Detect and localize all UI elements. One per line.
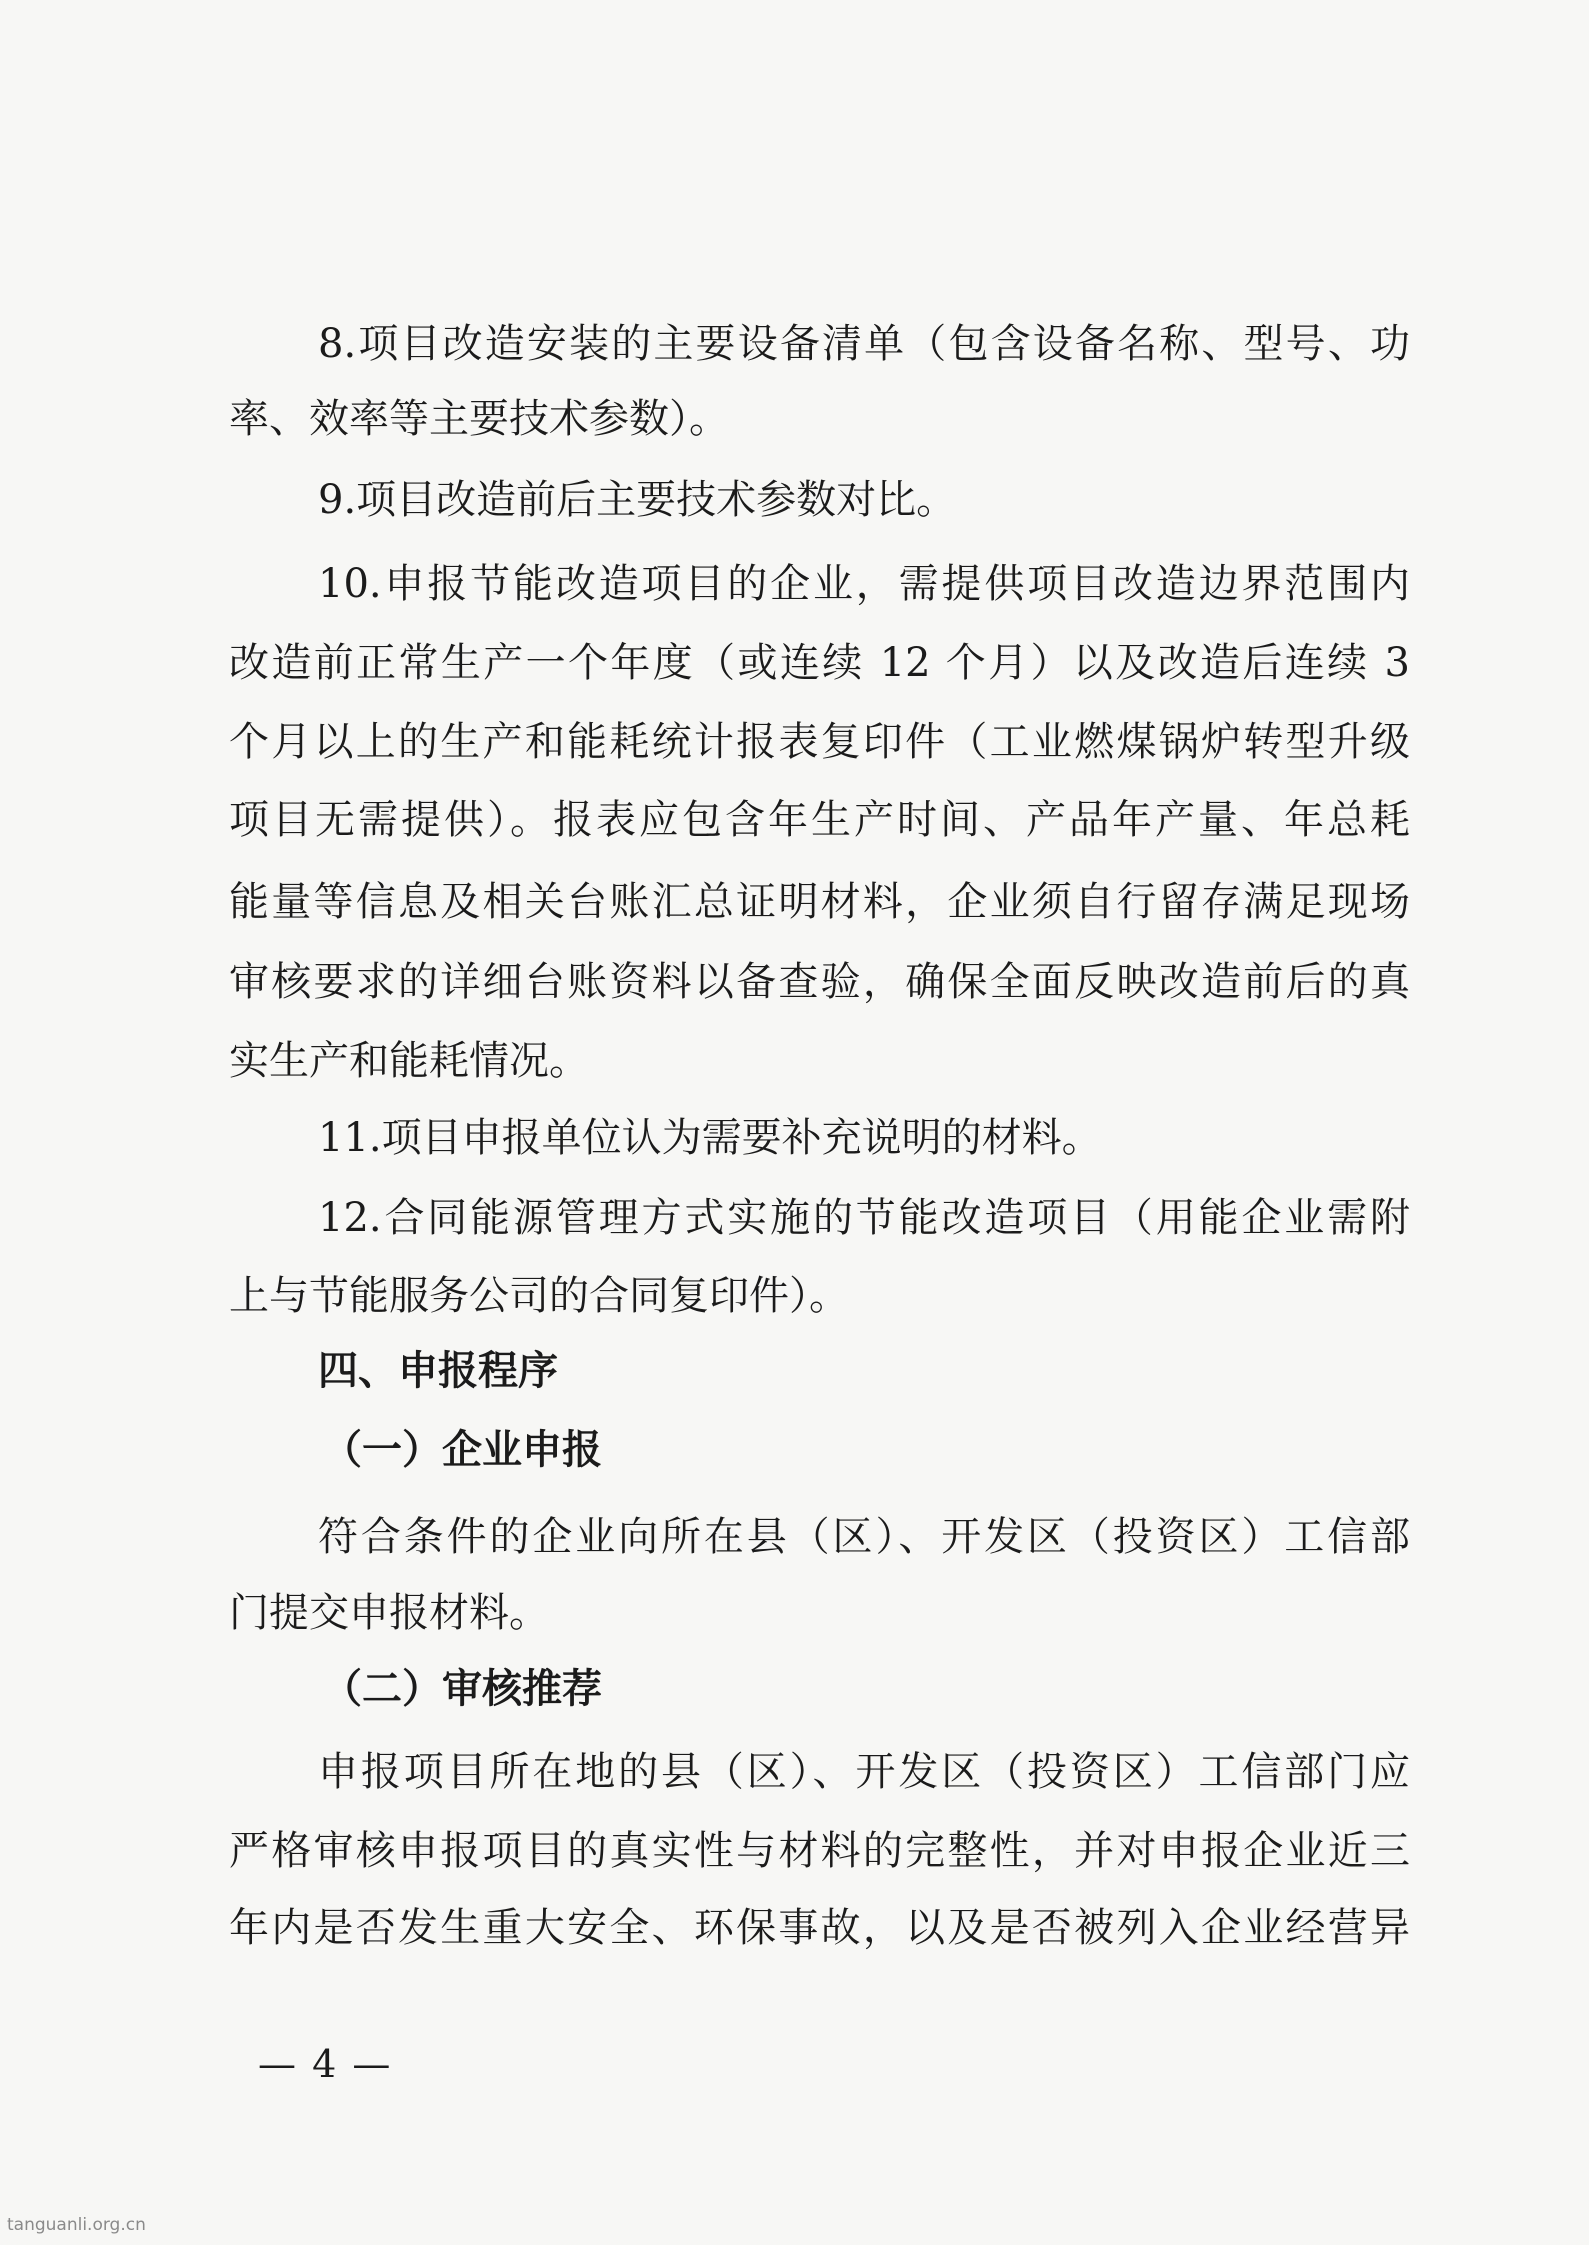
- material-item-10-line-7: 实生产和能耗情况。: [229, 1038, 589, 1084]
- subsection-2-line-2: 严格审核申报项目的真实性与材料的完整性，并对申报企业近三: [229, 1828, 1410, 1874]
- material-item-10-line-1: 10.申报节能改造项目的企业，需提供项目改造边界范围内: [318, 561, 1410, 607]
- material-item-8-line-1: 8.项目改造安装的主要设备清单（包含设备名称、型号、功: [318, 321, 1410, 367]
- material-item-10-line-2: 改造前正常生产一个年度（或连续 12 个月）以及改造后连续 3: [229, 640, 1410, 686]
- material-item-12-line-2: 上与节能服务公司的合同复印件）。: [229, 1273, 849, 1319]
- material-item-10-line-4: 项目无需提供）。报表应包含年生产时间、产品年产量、年总耗: [229, 797, 1410, 843]
- material-item-10-line-6: 审核要求的详细台账资料以备查验，确保全面反映改造前后的真: [229, 959, 1410, 1005]
- material-item-10-line-5: 能量等信息及相关台账汇总证明材料，企业须自行留存满足现场: [229, 879, 1410, 925]
- material-item-8-line-2: 率、效率等主要技术参数）。: [229, 396, 729, 442]
- material-item-9-line-1: 9.项目改造前后主要技术参数对比。: [318, 477, 957, 523]
- subsection-1-line-2: 门提交申报材料。: [229, 1590, 549, 1636]
- subsection-2-line-3: 年内是否发生重大安全、环保事故，以及是否被列入企业经营异: [229, 1905, 1410, 1951]
- section-heading: 四、申报程序: [318, 1348, 558, 1394]
- subsection-heading-1: （一）企业申报: [322, 1426, 602, 1473]
- material-item-10-line-3: 个月以上的生产和能耗统计报表复印件（工业燃煤锅炉转型升级: [229, 719, 1410, 765]
- page-number: — 4 —: [258, 2042, 393, 2086]
- material-item-12-line-1: 12.合同能源管理方式实施的节能改造项目（用能企业需附: [318, 1195, 1410, 1241]
- subsection-heading-2: （二）审核推荐: [322, 1665, 602, 1712]
- subsection-2-line-1: 申报项目所在地的县（区）、开发区（投资区）工信部门应: [318, 1749, 1410, 1795]
- site-watermark: tanguanli.org.cn: [7, 2215, 146, 2235]
- material-item-11-line-1: 11.项目申报单位认为需要补充说明的材料。: [318, 1115, 1102, 1161]
- subsection-1-line-1: 符合条件的企业向所在县（区）、开发区（投资区）工信部: [318, 1514, 1410, 1560]
